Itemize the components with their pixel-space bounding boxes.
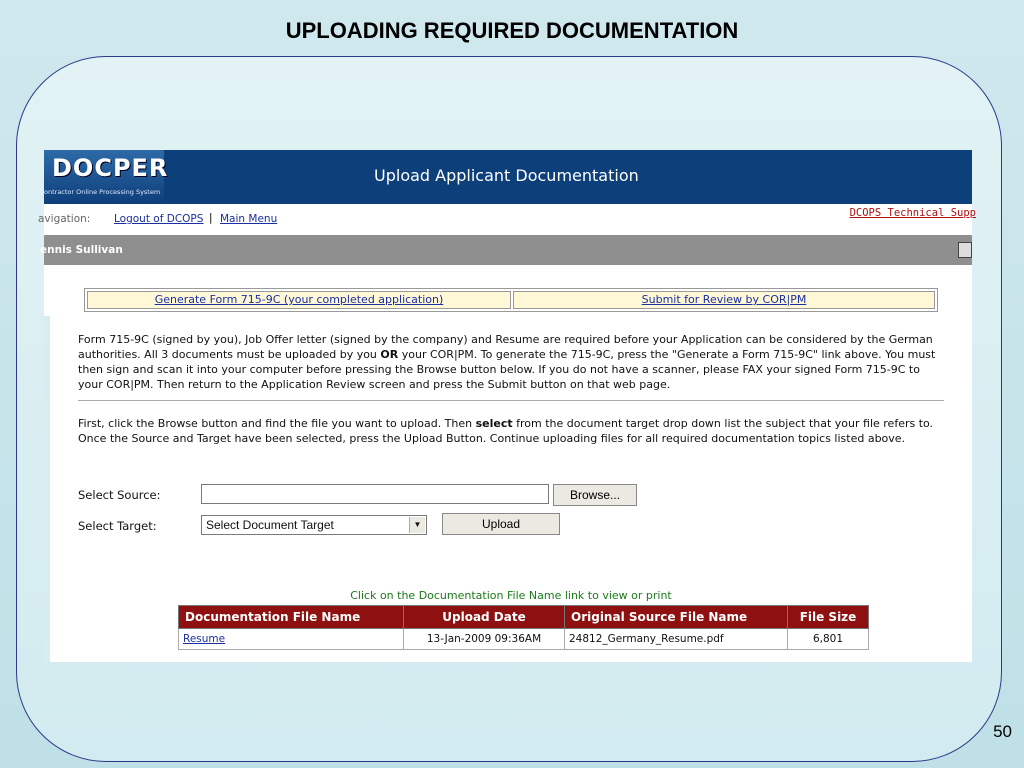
- main-content: [50, 266, 972, 662]
- p1-bold: OR: [380, 348, 399, 361]
- navigation-label: avigation:: [38, 213, 91, 225]
- p2-bold: select: [475, 417, 513, 430]
- generate-form-link[interactable]: Generate Form 715-9C (your completed application): [154, 293, 444, 306]
- table-hint: Click on the Documentation File Name link to view or print: [350, 589, 672, 602]
- user-bar: [40, 235, 972, 265]
- printer-icon[interactable]: [958, 242, 972, 258]
- target-selected-value: Select Document Target: [206, 518, 334, 532]
- select-source-label: Select Source:: [78, 488, 161, 502]
- table-row: [179, 629, 869, 650]
- resume-link[interactable]: Resume: [183, 633, 226, 645]
- screenshot-edge: [44, 316, 50, 662]
- submit-review-link[interactable]: Submit for Review by COR|PM: [641, 293, 807, 306]
- user-name: ennis Sullivan: [40, 244, 123, 256]
- cell-original-source: 24812_Germany_Resume.pdf: [565, 629, 788, 650]
- logo-subtext: ontractor Online Processing System: [44, 188, 161, 196]
- submit-review-cell: [513, 291, 935, 309]
- cell-file-name: [179, 629, 404, 650]
- dropdown-arrow-icon[interactable]: ▼: [409, 517, 425, 533]
- action-bar: [84, 288, 938, 312]
- table-header-row: [179, 606, 869, 629]
- main-menu-link[interactable]: Main Menu: [220, 213, 278, 225]
- documents-table: [178, 605, 869, 650]
- tech-support-link[interactable]: DCOPS Technical Supp: [849, 207, 976, 219]
- generate-form-cell: [87, 291, 511, 309]
- cell-file-size: 6,801: [788, 629, 869, 650]
- nav-separator: |: [209, 212, 213, 224]
- browse-button[interactable]: Browse...: [553, 484, 637, 506]
- docper-logo: [44, 150, 169, 204]
- slide-title: UPLOADING REQUIRED DOCUMENTATION: [285, 18, 739, 43]
- source-file-input[interactable]: [201, 484, 549, 504]
- instructions-paragraph-2: [78, 416, 948, 446]
- page-title: Upload Applicant Documentation: [374, 166, 639, 185]
- col-file-size: File Size: [788, 606, 869, 629]
- p1-text-a: Form 715-9C (signed by you), Job Offer letter (signed by the company) and Resume are required before your Application can be considered by the German authorities. All 3 documents must be uploaded by you: [78, 333, 933, 361]
- p2-text-a: First, click the Browse button and find the file you want to upload. Then: [78, 417, 476, 430]
- browser-screenshot: [38, 150, 976, 662]
- col-upload-date: Upload Date: [404, 606, 565, 629]
- navigation-bar: [38, 204, 976, 234]
- logo-text: DOCPER: [52, 154, 169, 182]
- page-number: 50: [993, 722, 1012, 741]
- cell-upload-date: 13-Jan-2009 09:36AM: [404, 629, 565, 650]
- p1-text-b: your COR|PM. To generate the 715-9C, press the "Generate a Form 715-9C" link above. You must then sign and scan it into your computer before pressing the Browse button below. If you do not have a scanner, please FAX your signed Form 715-9C to your COR|PM. Then return to the Application Review screen and press the Submit button on that web page.: [78, 348, 936, 391]
- divider: [78, 400, 944, 401]
- document-target-select[interactable]: [201, 515, 427, 535]
- app-header: [44, 150, 972, 204]
- col-file-name: Documentation File Name: [179, 606, 404, 629]
- logout-link[interactable]: Logout of DCOPS: [114, 213, 204, 225]
- p2-text-b: from the document target drop down list the subject that your file refers to. Once the Source and Target have been selected, press the Upload Button. Continue uploading files for all required documentation topics listed above.: [78, 417, 934, 445]
- col-original-source: Original Source File Name: [565, 606, 788, 629]
- select-target-label: Select Target:: [78, 519, 157, 533]
- upload-button[interactable]: Upload: [442, 513, 560, 535]
- instructions-paragraph-1: [78, 332, 948, 392]
